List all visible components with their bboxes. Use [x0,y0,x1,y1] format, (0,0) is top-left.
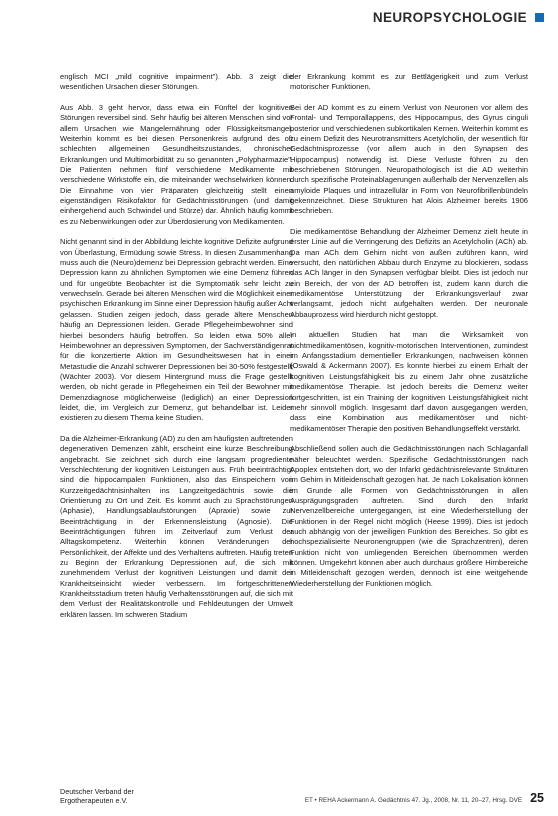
paragraph: Aus Abb. 3 geht hervor, dass etwa ein Fünftel der kognitiven Störungen reversibel sind. Sehr häufig bei älteren Menschen sind vor allem Ursachen wie Mangelernährung oder Flüssigkeitsmangel. Weiterhin kommt es bei diesen Personenkreis aufgrund des oft schlechten allgemeinen Gesundheitszustandes, chronischer Erkrankungen und Multimorbidität zu so genannten „Polypharmazie". Die Patienten nehmen fünf verschiedene Medikamente mit verschiedene Wirkstoffe ein, die miteinander wechselwirken können. Die Einnahme von vier Präparaten gleichzeitig stellt einen eigenständigen Risikofaktor für Gedächtnisstörungen (und damit einhergehend auch Schwindel und Stürze) dar. Ähnlich häufig kommt es zu Nebenwirkungen oder zur Überdosierung von Medikamenten. [60,102,293,226]
section-title: NEUROPSYCHOLOGIE [372,10,527,25]
paragraph: Abschließend sollen auch die Gedächtnisstörungen nach Schlaganfall näher beleuchtet werden. Spezifische Gedächtnisstörungen nach Apoplex entstehen dort, wo der Infarkt gedächtnisrelevante Strukturen im Gehirn in Mitleidenschaft gezogen hat. Je nach Lokalisation können im Grunde alle Formen von Gedächtnisstörungen in allen Ausprägungsgraden auftreten. Sind durch den Infarkt Nervenzellbereiche untergegangen, ist eine Wiederherstellung der Funktionen in der Regel nicht möglich (Heese 1999). Dies ist jedoch auch abhängig von der jeweiligen Funktion des Bereiches. So gibt es hochspezialisierte Neuronengruppen (wie die Sprachzentren), deren Funktion nicht von umliegenden Bereichen übernommen werden können. Umgekehrt können aber auch durchaus größere Hirnbereiche in Mitleidenschaft gezogen werden, dennoch ist eine weitgehende Wiederherstellung der Funktionen möglich. [290,444,528,588]
right-text-column [290,72,528,599]
page-header [373,10,544,25]
publisher-line: Ergotherapeuten e.V. [60,795,128,805]
section-marker-icon [535,13,544,22]
paragraph: Die medikamentöse Behandlung der Alzheimer Demenz zielt heute in erster Linie auf die Verringerung des Defizits an Acetylcholin (ACh) ab. Da man ACh dem Gehirn nicht von außen zuführen kann, wird versucht, den natürlichen Abbau durch Enzyme zu blockieren, sodass das ACh länger in den Synapsen verfügbar bleibt. Dies ist jedoch nur ein Bereich, der von der AD betroffen ist, zudem kann durch die medikamentöse Unterstützung der Erkrankungsverlauf zwar verlangsamt, jedoch nicht aufgehalten werden. Der neuronale Abbauprozess wird hierdurch nicht gestoppt. [290,227,528,319]
paragraph: Da die Alzheimer-Erkrankung (AD) zu den am häufigsten auftretenden degenerativen Demenzen zählt, erscheint eine kurze Beschreibung angebracht. Sie zeichnet sich durch eine langsam progrediente Verschlechterung der kognitiven Leistungen aus. Früh beeinträchtigt sind die hippocampalen Funktionen, also das Einspeichern von Kurzzeitgedächtnisinhalten ins Langzeitgedächtnis sowie die Orientierung zu Ort und Zeit. Es kommt auch zu Sprachstörungen (Aphasie), Handlungsablaufstörungen (Apraxie) sowie zur Beeinträchtigung in der Erkennensleistung (Agnosie). Die Beeinträchtigungen führen im Zeitverlauf zum Verlust der Alltagskompetenz. Weiterhin können Veränderungen der Persönlichkeit, der Affekte und des Verhaltens auftreten. Häufig treten zu Beginn der Erkrankung Depressionen auf, die sich mit zunehmendem Verlust der kognitiven Leistungen und damit der Krankheitseinsicht wieder verbessern. Im fortgeschrittenen Krankheitsstadium treten häufig Verhaltensstörungen auf, die sich mit dem Verlust der Realitätskontrolle und Fehldeutungen der Umwelt erklären lassen. Im schweren Stadium [60,433,293,619]
paragraph: Nicht genannt sind in der Abbildung leichte kognitive Defizite aufgrund von Überlastung, Ermüdung sowie Stress. In diesen Zusammenhang muss auch die (Neuro)demenz bei Depression gebracht werden. Eine Depression kann zu ähnlichen Symptomen wie eine Demenz führen und für ungeübte Beobachter ist die Symptomatik sehr leicht zu verwechseln. Gerade bei älteren Menschen wird die Möglichkeit einer psychischen Erkrankung im Sinne einer Depression häufig außer Acht gelassen. Studien zeigen jedoch, dass gerade ältere Menschen häufig an Depressionen leiden. Gerade Pflegeheimbewohner sind hierbei besonders häufig betroffen. So leiden etwa 50% aller Heimbewohner an depressiven Symptomen, der Sachverständigenrat für die konzertierte Aktion im Gesundheitswesen hat in einer Metastudie die Anzahl schwerer Depressionen bei 30-50% festgestellt (Wächter 2003). Vor diesem Hintergrund muss die Frage gestellt werden, ob nicht gerade in Pflegeheimen ein Teil der Bewohner mit Demenzdiagnose möglicherweise (lediglich) an einer Depression leidet, die, im Vergleich zur Demenz, gut behandelbar ist. Leider existieren zu diesem Thema keine Studien. [60,237,293,423]
publisher-line: Deutscher Verband der [60,787,134,796]
paragraph: englisch MCI „mild cognitive impairment"). Abb. 3 zeigt die wesentlichen Ursachen dieser Störungen. [60,72,293,92]
journal-citation: ET • REHA Ackermann A. Gedächtnis 47. Jg., 2008, Nr. 11, 20–27, Hrsg. DVE [304,797,523,804]
publisher-info [60,788,134,805]
paragraph: In aktuellen Studien hat man die Wirksamkeit von nichtmedikamentösen, kognitiv-motorischen Interventionen, zumindest im Anfangsstadium dementieller Erkrankungen, nachweisen können (Oswald & Ackermann 2007). Es konnte hierbei zu einem Erhalt der kognitiven Leistungsfähigkeit bis zu einem Jahr ohne zusätzliche medikamentöse Therapie. Ist jedoch bereits die Demenz weiter fortgeschritten, ist ein Training der kognitiven Leistungsfähigkeit nicht mehr sinnvoll möglich. Insgesamt darf davon ausgegangen werden, dass eine Kombination aus medikamentöser und nicht-medikamentöser Therapie den positiven Behandlungseffekt verstärkt. [290,330,528,433]
paragraph: der Erkrankung kommt es zur Bettlägerigkeit und zum Verlust motorischer Funktionen. [290,72,528,92]
left-text-column [60,72,293,630]
paragraph: Bei der AD kommt es zu einem Verlust von Neuronen vor allem des Frontal- und Temporallappens, des Hippocampus, des Gyrus cinguli posterior und verschiedenen subkortikalen Kernen. Weiterhin kommt es zu einem Defizit des Neurotransmitters Acetylcholin, der wesentlich für Gedächtnisprozesse (vor allem auch in den Synapsen des Hippocampus) notwendig ist. Diese Verluste führen zu den beschriebenen Störungen. Neuropathologisch ist die AD weiterhin durch spezifische Proteinablagerungen außerhalb der Nervenzellen als amyloide Plaques und intrazellulär in Form von Neurofibrillenbündeln gekennzeichnet. Diese Strukturen hat Alois Alzheimer bereits 1906 beschrieben. [290,102,528,216]
page-footer [305,791,544,805]
page-number: 25 [530,791,544,805]
